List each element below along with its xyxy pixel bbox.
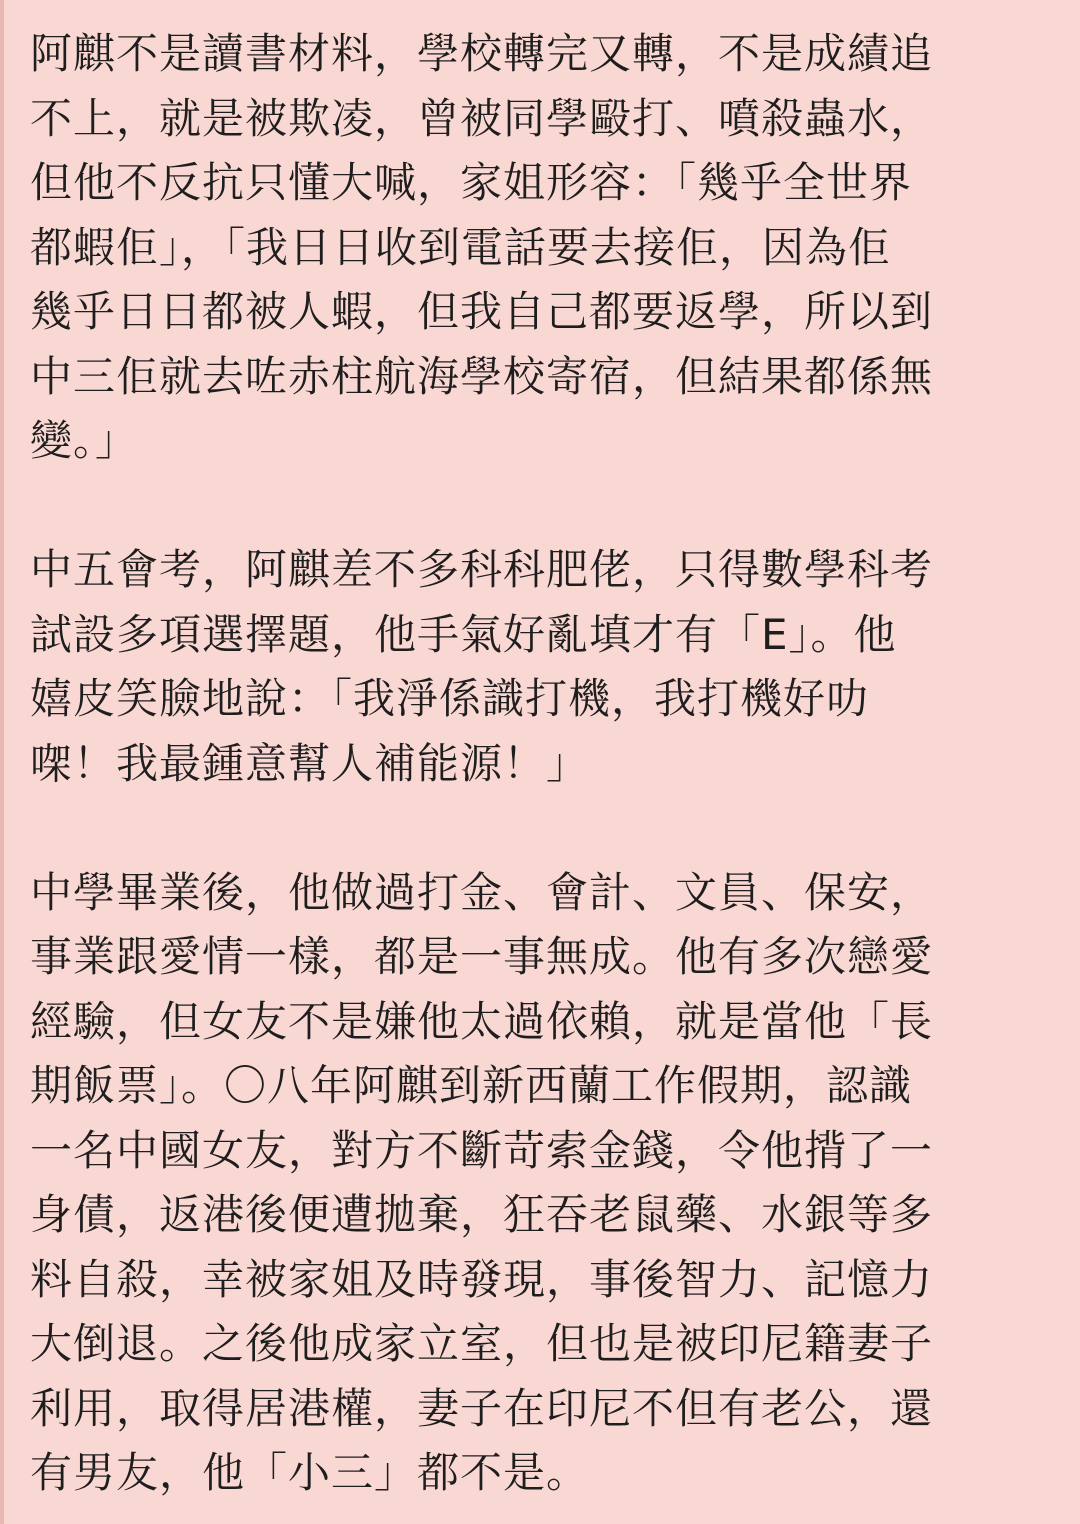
- text-line: 都蝦佢」，「我日日收到電話要去接佢，因為佢: [30, 222, 892, 272]
- text-line: 身債，返港後便遭拋棄，狂吞老鼠藥、水銀等多: [30, 1190, 934, 1239]
- text-line: 㗎！我最鍾意幫人補能源！」: [30, 738, 590, 788]
- text-line: 阿麒不是讀書材料，學校轉完又轉，不是成績追: [30, 29, 934, 78]
- text-line: 變。」: [30, 416, 139, 465]
- text-line: 但他不反抗只懂大喊，家姐形容：「幾乎全世界: [30, 158, 913, 207]
- text-line: 中三佢就去咗赤柱航海學校寄宿，但結果都係無: [30, 351, 934, 401]
- text-line: 大倒退。之後他成家立室，但也是被印尼籍妻子: [30, 1319, 934, 1368]
- article-body: [30, 22, 1030, 1506]
- text-line: 有男友，他「小三」都不是。: [30, 1448, 590, 1497]
- paragraph-1: [30, 22, 1030, 474]
- text-line: 試設多項選擇題，他手氣好亂填才有「E」。他: [30, 609, 897, 659]
- text-line: 經驗，但女友不是嫌他太過依賴，就是當他「長: [30, 996, 934, 1046]
- paragraph-3: [30, 861, 1030, 1506]
- page-edge: [0, 0, 4, 1524]
- text-line: 一名中國女友，對方不斷苛索金錢，令他揹了一: [30, 1125, 934, 1175]
- text-line: 幾乎日日都被人蝦，但我自己都要返學，所以到: [30, 287, 934, 336]
- paragraph-2: [30, 538, 1030, 796]
- text-line: 料自殺，幸被家姐及時發現，事後智力、記憶力: [30, 1254, 934, 1304]
- text-line: 嬉皮笑臉地說：「我淨係識打機，我打機好叻: [30, 674, 870, 723]
- text-line: 中學畢業後，他做過打金、會計、文員、保安，: [30, 867, 934, 917]
- text-line: 利用，取得居港權，妻子在印尼不但有老公，還: [30, 1383, 934, 1433]
- text-line: 不上，就是被欺凌，曾被同學毆打、噴殺蟲水，: [30, 93, 934, 143]
- text-line: 期飯票」。〇八年阿麒到新西蘭工作假期，認識: [30, 1061, 913, 1110]
- text-line: 中五會考，阿麒差不多科科肥佬，只得數學科考: [30, 545, 934, 594]
- text-line: 事業跟愛情一樣，都是一事無成。他有多次戀愛: [30, 932, 934, 981]
